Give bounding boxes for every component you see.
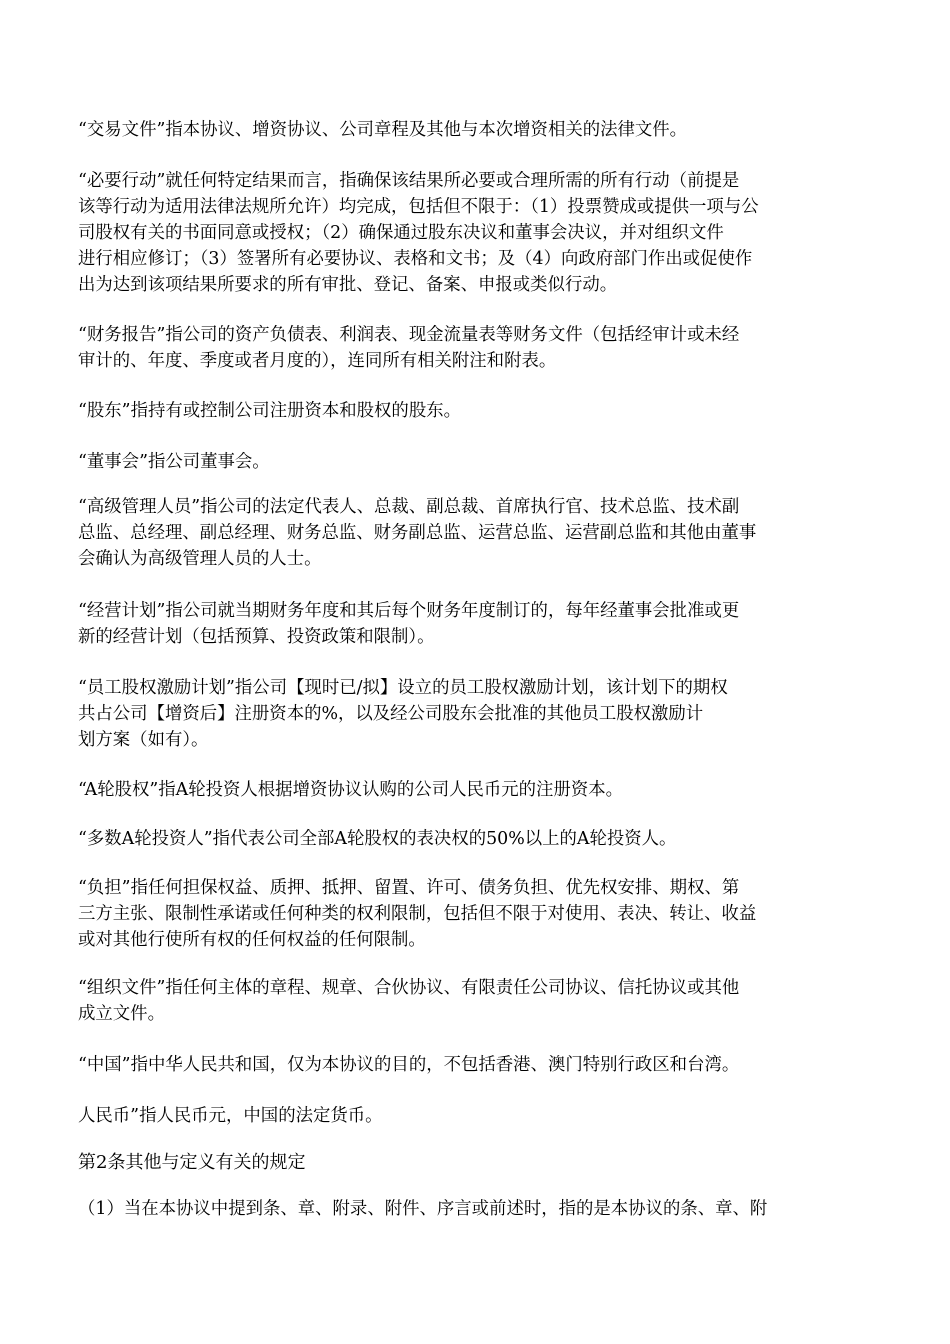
text-line: 划方案（如有）。 xyxy=(78,730,209,750)
definition-business-plan xyxy=(78,598,883,650)
clause-1 xyxy=(78,1196,883,1222)
text-line: “高级管理人员”指公司的法定代表人、总裁、副总裁、首席执行官、技术总监、技术副 xyxy=(78,497,740,517)
text-line: （1）当在本协议中提到条、章、附录、附件、序言或前述时，指的是本协议的条、章、附 xyxy=(78,1199,768,1219)
text-line: 成立文件。 xyxy=(78,1004,165,1024)
definition-senior-management xyxy=(78,494,883,572)
text-line: “员工股权激励计划”指公司【现时已/拟】设立的员工股权激励计划，该计划下的期权 xyxy=(78,678,728,698)
definition-organizational-documents xyxy=(78,975,883,1027)
text-line: “多数A轮投资人”指代表公司全部A轮股权的表决权的50%以上的A轮投资人。 xyxy=(78,829,677,849)
definition-shareholders xyxy=(78,398,883,424)
text-line: 会确认为高级管理人员的人士。 xyxy=(78,549,322,569)
text-line: “中国”指中华人民共和国，仅为本协议的目的，不包括香港、澳门特别行政区和台湾。 xyxy=(78,1055,740,1075)
definition-transaction-documents xyxy=(78,117,883,143)
text-line: “负担”指任何担保权益、质押、抵押、留置、许可、债务负担、优先权安排、期权、第 xyxy=(78,878,740,898)
text-line: 司股权有关的书面同意或授权；（2）确保通过股东决议和董事会决议，并对组织文件 xyxy=(78,223,724,243)
definition-esop xyxy=(78,675,883,753)
definition-board xyxy=(78,449,883,475)
definition-necessary-action xyxy=(78,168,883,298)
text-line: 总监、总经理、副总经理、财务总监、财务副总监、运营总监、运营副总监和其他由董事 xyxy=(78,523,757,543)
definition-encumbrance xyxy=(78,875,883,953)
text-line: 进行相应修订；（3）签署所有必要协议、表格和文书；及（4）向政府部门作出或促使作 xyxy=(78,249,753,269)
section-heading: 第2条其他与定义有关的规定 xyxy=(78,1152,306,1173)
text-line: “交易文件”指本协议、增资协议、公司章程及其他与本次增资相关的法律文件。 xyxy=(78,120,688,140)
text-line: 该等行动为适用法律法规所允许）均完成，包括但不限于：（1）投票赞成或提供一项与公 xyxy=(78,197,759,217)
text-line: “财务报告”指公司的资产负债表、利润表、现金流量表等财务文件（包括经审计或未经 xyxy=(78,325,740,345)
text-line: “董事会”指公司董事会。 xyxy=(78,452,270,472)
text-line: “组织文件”指任何主体的章程、规章、合伙协议、有限责任公司协议、信托协议或其他 xyxy=(78,978,740,998)
text-line: 出为达到该项结果所要求的所有审批、登记、备案、申报或类似行动。 xyxy=(78,275,618,295)
text-line: “必要行动”就任何特定结果而言，指确保该结果所必要或合理所需的所有行动（前提是 xyxy=(78,171,740,191)
definition-majority-series-a-investors xyxy=(78,826,883,852)
text-line: “A轮股权”指A轮投资人根据增资协议认购的公司人民币元的注册资本。 xyxy=(78,780,623,800)
text-line: 共占公司【增资后】注册资本的%，以及经公司股东会批准的其他员工股权激励计 xyxy=(78,704,704,724)
text-line: 三方主张、限制性承诺或任何种类的权利限制，包括但不限于对使用、表决、转让、收益 xyxy=(78,904,757,924)
text-line: 新的经营计划（包括预算、投资政策和限制）。 xyxy=(78,627,435,647)
definition-china xyxy=(78,1052,883,1078)
text-line: “股东”指持有或控制公司注册资本和股权的股东。 xyxy=(78,401,461,421)
definition-series-a-equity xyxy=(78,777,883,803)
definition-rmb xyxy=(78,1103,883,1129)
text-line: 审计的、年度、季度或者月度的），连同所有相关附注和附表。 xyxy=(78,351,557,371)
text-line: 或对其他行使所有权的任何权益的任何限制。 xyxy=(78,930,426,950)
text-line: “经营计划”指公司就当期财务年度和其后每个财务年度制订的，每年经董事会批准或更 xyxy=(78,601,740,621)
definition-financial-reports xyxy=(78,322,883,374)
text-line: 人民币”指人民币元，中国的法定货币。 xyxy=(78,1106,383,1126)
